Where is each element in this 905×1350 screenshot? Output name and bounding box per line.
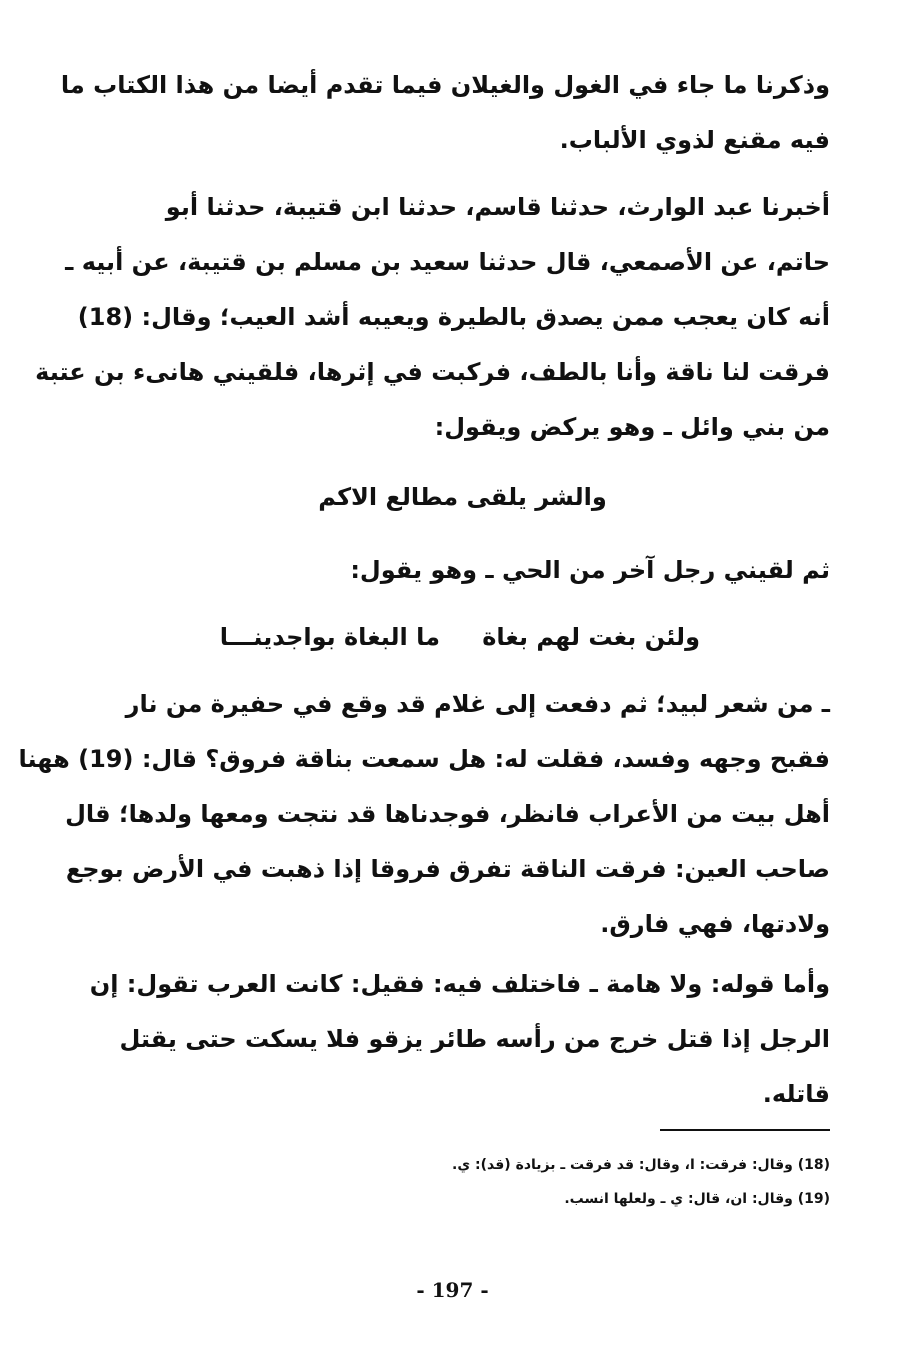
verse-hemistich-2: ما البغاة بواجدينـــا (219, 623, 440, 651)
verse-line-1: والشر يلقى مطالع الاكم (318, 483, 607, 511)
text-line: من بني وائل ـ وهو يركض ويقول: (434, 413, 830, 441)
text-line: الرجل إذا قتل خرج من رأسه طائر يزقو فلا يسكت حتى يقتل (119, 1025, 830, 1053)
text-line: فرقت لنا ناقة وأنا بالطف، فركبت في إثرها، فلقيني هانىء بن عتبة (35, 358, 830, 386)
paragraph-2 (35, 180, 830, 455)
text-line: صاحب العين: فرقت الناقة تفرق فروقا إذا ذهبت في الأرض بوجع (65, 855, 830, 883)
paragraph-5 (89, 957, 830, 1122)
footnote-divider (660, 1129, 830, 1131)
page-number: - 197 - (416, 1278, 489, 1302)
text-line: ثم لقيني رجل آخر من الحي ـ وهو يقول: (350, 556, 830, 584)
text-line: فقبح وجهه وفسد، فقلت له: هل سمعت بناقة فروق؟ قال: (19) ههنا (18, 745, 830, 773)
text-line: وأما قوله: ولا هامة ـ فاختلف فيه: فقيل: كانت العرب تقول: إن (89, 970, 830, 998)
text-line: ولادتها، فهي فارق. (600, 910, 830, 938)
paragraph-3 (95, 543, 830, 598)
text-line: ـ من شعر لبيد؛ ثم دفعت إلى غلام قد وقع في حفيرة من نار (125, 690, 830, 718)
footnote-18: (18) وقال: فرقت: ا، وقال: قد فرقت ـ بزيادة (قد): ي. (452, 1157, 830, 1173)
verse-hemistich-1: ولئن بغت لهم بغاة (482, 623, 700, 651)
footnotes (400, 1148, 830, 1216)
text-line: قاتله. (762, 1080, 830, 1108)
text-line: أهل بيت من الأعراب فانظر، فوجدناها قد نتجت ومعها ولدها؛ قال (65, 800, 830, 828)
text-line: حاتم، عن الأصمعي، قال حدثنا سعيد بن مسلم بن قتيبة، عن أبيه ـ (65, 248, 830, 276)
text-line: أنه كان يعجب ممن يصدق بالطيرة ويعيبه أشد العيب؛ وقال: (18) (77, 303, 830, 331)
footnote-19: (19) وقال: ان، قال: ي ـ ولعلها انسب. (564, 1191, 830, 1207)
paragraph-1 (60, 58, 830, 168)
paragraph-4 (18, 677, 830, 952)
text-line: أخبرنا عبد الوارث، حدثنا قاسم، حدثنا ابن قتيبة، حدثنا أبو (165, 193, 830, 221)
text-line: وذكرنا ما جاء في الغول والغيلان فيما تقدم أيضا من هذا الكتاب ما (60, 71, 830, 99)
text-line: فيه مقنع لذوي الألباب. (559, 126, 830, 154)
